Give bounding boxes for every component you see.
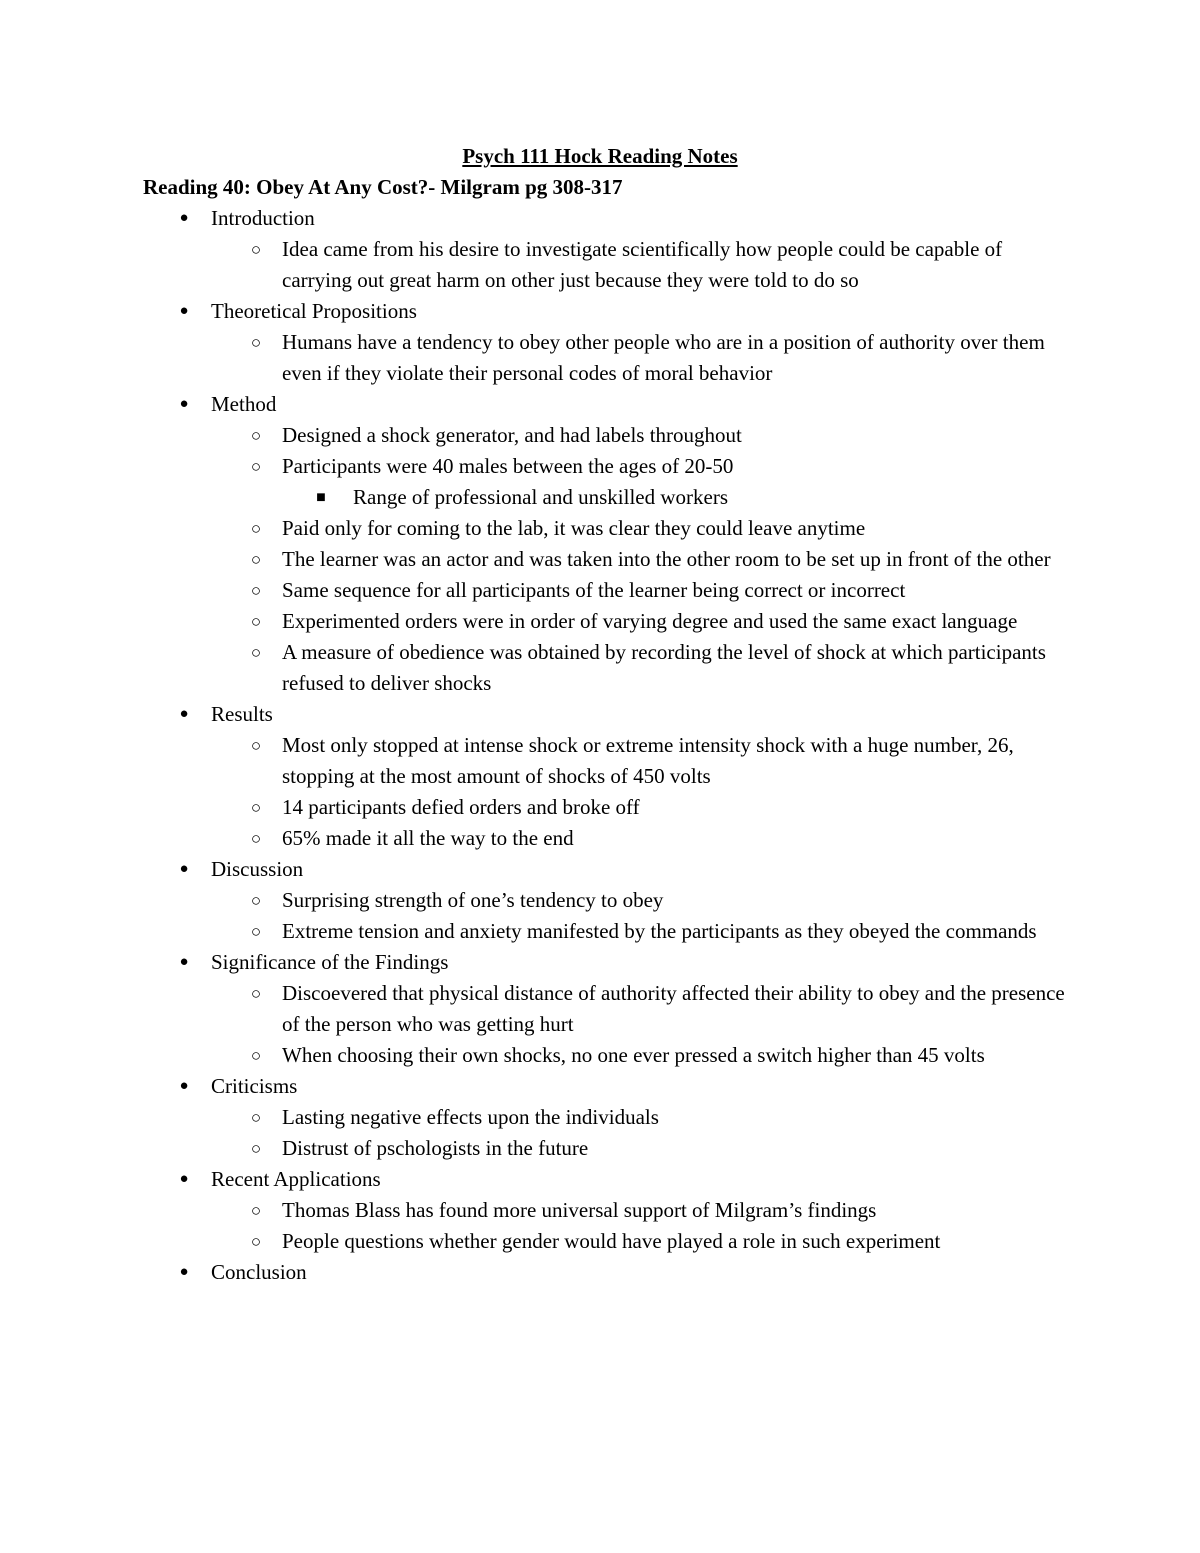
note-text: 14 participants defied orders and broke off <box>282 795 640 819</box>
list-item <box>0 513 1072 544</box>
list-item <box>0 1040 1072 1071</box>
hollow-circle-bullet-icon: ○ <box>250 1046 262 1065</box>
section-label: Introduction <box>211 206 315 230</box>
hollow-circle-bullet-icon: ○ <box>250 798 262 817</box>
section-label: Recent Applications <box>211 1167 381 1191</box>
hollow-circle-bullet-icon: ○ <box>250 333 262 352</box>
section-theoretical-propositions <box>0 296 1071 327</box>
list-item <box>0 544 1072 575</box>
list-item <box>0 978 1072 1040</box>
note-text: The learner was an actor and was taken into the other room to be set up in front of the other <box>282 547 1051 571</box>
note-text: Discoevered that physical distance of authority affected their ability to obey and the presence of the person who was getting hurt <box>282 981 1065 1036</box>
note-text: Designed a shock generator, and had labels throughout <box>282 423 742 447</box>
note-text: Same sequence for all participants of the learner being correct or incorrect <box>282 578 906 602</box>
note-text: People questions whether gender would have played a role in such experiment <box>282 1229 941 1253</box>
list-item <box>0 792 1072 823</box>
note-text: Surprising strength of one’s tendency to obey <box>282 888 664 912</box>
reading-heading: Reading 40: Obey At Any Cost?- Milgram pg 308-317 <box>143 175 623 199</box>
hollow-circle-bullet-icon: ○ <box>250 891 262 910</box>
notes-outline <box>0 203 1200 1288</box>
hollow-circle-bullet-icon: ○ <box>250 1108 262 1127</box>
list-item <box>0 451 1072 482</box>
section-recent-applications <box>0 1164 1071 1195</box>
note-text: Range of professional and unskilled workers <box>353 485 728 509</box>
section-label: Criticisms <box>211 1074 298 1098</box>
list-item <box>0 575 1072 606</box>
note-text: A measure of obedience was obtained by recording the level of shock at which participants refused to deliver shocks <box>282 640 1046 695</box>
hollow-circle-bullet-icon: ○ <box>250 1232 262 1251</box>
hollow-circle-bullet-icon: ○ <box>250 240 262 259</box>
document-title: Psych 111 Hock Reading Notes <box>462 144 738 168</box>
list-item <box>0 420 1072 451</box>
section-label: Theoretical Propositions <box>211 299 417 323</box>
section-introduction <box>0 203 1071 234</box>
hollow-circle-bullet-icon: ○ <box>250 426 262 445</box>
filled-circle-bullet-icon: ● <box>179 303 189 319</box>
note-text: Distrust of pschologists in the future <box>282 1136 589 1160</box>
section-method <box>0 389 1071 420</box>
note-text: Thomas Blass has found more universal support of Milgram’s findings <box>282 1198 877 1222</box>
list-item <box>0 823 1072 854</box>
hollow-circle-bullet-icon: ○ <box>250 643 262 662</box>
list-item <box>0 637 1072 699</box>
hollow-circle-bullet-icon: ○ <box>250 829 262 848</box>
note-text: Extreme tension and anxiety manifested by the participants as they obeyed the commands <box>282 919 1037 943</box>
note-text: Idea came from his desire to investigate scientifically how people could be capable of carrying out great harm on other just because they were told to do so <box>282 237 1003 292</box>
note-text: Experimented orders were in order of varying degree and used the same exact language <box>282 609 1018 633</box>
list-item <box>0 916 1072 947</box>
section-conclusion <box>0 1257 1071 1288</box>
hollow-circle-bullet-icon: ○ <box>250 519 262 538</box>
note-text: 65% made it all the way to the end <box>282 826 574 850</box>
note-text: When choosing their own shocks, no one ever pressed a switch higher than 45 volts <box>282 1043 985 1067</box>
section-label: Discussion <box>211 857 304 881</box>
list-item <box>0 1195 1072 1226</box>
section-label: Significance of the Findings <box>211 950 449 974</box>
list-item <box>0 482 1073 513</box>
list-item <box>0 1133 1072 1164</box>
filled-circle-bullet-icon: ● <box>179 1171 189 1187</box>
filled-circle-bullet-icon: ● <box>179 861 189 877</box>
section-discussion <box>0 854 1071 885</box>
section-criticisms <box>0 1071 1071 1102</box>
hollow-circle-bullet-icon: ○ <box>250 1139 262 1158</box>
note-text: Humans have a tendency to obey other people who are in a position of authority over them even if they violate their personal codes of moral behavior <box>282 330 1045 385</box>
list-item <box>0 1102 1072 1133</box>
filled-circle-bullet-icon: ● <box>179 706 189 722</box>
list-item <box>0 327 1072 389</box>
section-label: Method <box>211 392 277 416</box>
hollow-circle-bullet-icon: ○ <box>250 736 262 755</box>
list-item <box>0 234 1072 296</box>
list-item <box>0 885 1072 916</box>
list-item <box>0 730 1072 792</box>
note-text: Paid only for coming to the lab, it was clear they could leave anytime <box>282 516 866 540</box>
hollow-circle-bullet-icon: ○ <box>250 1201 262 1220</box>
filled-circle-bullet-icon: ● <box>179 210 189 226</box>
note-text: Participants were 40 males between the ages of 20-50 <box>282 454 734 478</box>
hollow-circle-bullet-icon: ○ <box>250 581 262 600</box>
section-label: Results <box>211 702 273 726</box>
hollow-circle-bullet-icon: ○ <box>250 550 262 569</box>
note-text: Most only stopped at intense shock or extreme intensity shock with a huge number, 26, stopping at the most amount of shocks of 450 volts <box>282 733 1014 788</box>
filled-circle-bullet-icon: ● <box>179 1078 189 1094</box>
hollow-circle-bullet-icon: ○ <box>250 612 262 631</box>
filled-circle-bullet-icon: ● <box>179 954 189 970</box>
note-text: Lasting negative effects upon the individuals <box>282 1105 659 1129</box>
square-bullet-icon: ■ <box>316 489 326 506</box>
filled-circle-bullet-icon: ● <box>179 396 189 412</box>
list-item <box>0 606 1072 637</box>
section-results <box>0 699 1071 730</box>
hollow-circle-bullet-icon: ○ <box>250 457 262 476</box>
hollow-circle-bullet-icon: ○ <box>250 922 262 941</box>
section-label: Conclusion <box>211 1260 307 1284</box>
section-significance <box>0 947 1071 978</box>
filled-circle-bullet-icon: ● <box>179 1264 189 1280</box>
list-item <box>0 1226 1072 1257</box>
hollow-circle-bullet-icon: ○ <box>250 984 262 1003</box>
